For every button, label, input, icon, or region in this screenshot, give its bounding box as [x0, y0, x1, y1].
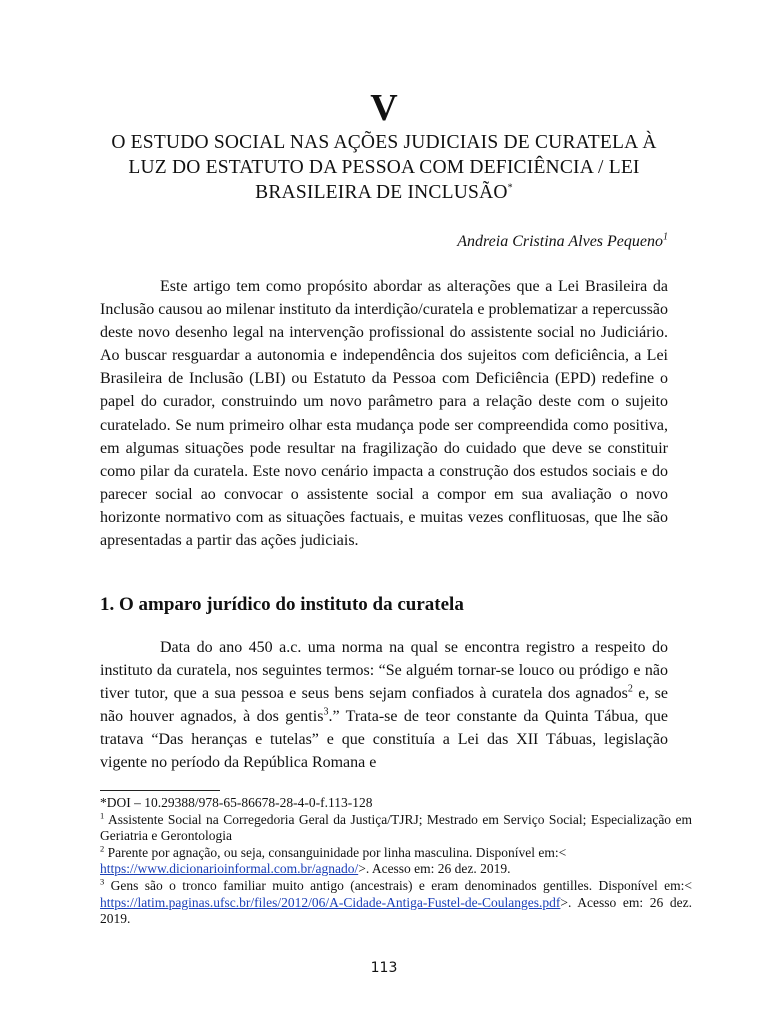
section-paragraph-part3: .” Trata-se de teor constante da Quinta Tábua, que tratava “Das heranças e tutelas” e que constituía a Lei das XII Tábuas, legislação vigente no período da República Romana e — [100, 708, 668, 772]
author-footnote-marker[interactable]: 1 — [663, 231, 668, 243]
section-paragraph — [100, 636, 668, 775]
footnote-divider — [100, 790, 220, 791]
footnotes — [100, 795, 692, 928]
footnote-ref-2[interactable]: 2 — [627, 683, 633, 695]
footnote-1-text: Assistente Social na Corregedoria Geral da Justiça/TJRJ; Mestrado em Serviço Social; Especialização em Geriatria e Gerontologia — [100, 811, 692, 844]
footnote-2-text: Parente por agnação, ou seja, consanguinidade por linha masculina. Disponível em:< — [104, 844, 567, 860]
footnote-3-marker: 3 — [100, 876, 105, 887]
footnote-3-text: Gens são o tronco familiar muito antigo (ancestrais) e eram denominados gentilles. Disponível em:< — [104, 877, 692, 893]
author-line — [457, 231, 668, 253]
footnote-1 — [100, 812, 692, 845]
footnote-2-marker: 2 — [100, 843, 105, 854]
footnote-2-link[interactable]: https://www.dicionarioinformal.com.br/agnado/ — [100, 861, 359, 877]
section-paragraph-part2: e, se não houver agnados, à dos gentis — [100, 685, 668, 726]
chapter-title-text: O ESTUDO SOCIAL NAS AÇÕES JUDICIAIS DE CURATELA À LUZ DO ESTATUTO DA PESSOA COM DEFICIÊNCIA / LEI BRASILEIRA DE INCLUSÃO — [111, 132, 657, 203]
author-name: Andreia Cristina Alves Pequeno — [457, 233, 663, 250]
footnote-3 — [100, 878, 692, 928]
abstract-paragraph: Este artigo tem como propósito abordar as alterações que a Lei Brasileira da Inclusão causou ao milenar instituto da interdição/curatela e problematizar a repercussão deste novo desenho legal na intervenção profissional do assistente social no Judiciário. Ao buscar resguardar a autonomia e independência dos sujeitos com deficiência, a Lei Brasileira de Inclusão (LBI) ou Estatuto da Pessoa com Deficiência (EPD) redefine o papel do curador, construindo um novo parâmetro para a relação deste com o sujeito curatelado. Se num primeiro olhar esta mudança pode ser compreendida como positiva, em algumas situações pode resultar na fragilização do cuidado que deve se constituir como pilar da curatela. Este novo cenário impacta a construção dos estudos sociais e do parecer social ao convocar o assistente social a compor em sua avaliação o novo horizonte normativo com as situações factuais, e muitas vezes conflituosas, que lhe são apresentadas a partir das ações judiciais. — [100, 278, 668, 550]
footnote-ref-3[interactable]: 3 — [323, 706, 329, 718]
footnote-3-access: >. Acesso em: 26 dez. 2019. — [100, 894, 692, 927]
chapter-number: V — [370, 87, 398, 129]
footnote-2-access: >. Acesso em: 26 dez. 2019. — [358, 861, 511, 877]
page-number: 113 — [370, 960, 398, 976]
footnote-1-marker: 1 — [100, 810, 105, 821]
section-heading: 1. O amparo jurídico do instituto da curatela — [100, 594, 464, 615]
footnote-2 — [100, 845, 692, 878]
footnote-3-link[interactable]: https://latim.paginas.ufsc.br/files/2012/06/A-Cidade-Antiga-Fustel-de-Coulanges.pdf — [100, 894, 561, 910]
chapter-title — [100, 130, 668, 205]
footnote-doi: *DOI – 10.29388/978-65-86678-28-4-0-f.113-128 — [100, 795, 373, 810]
title-footnote-marker[interactable]: * — [507, 182, 513, 194]
section-paragraph-part1: Data do ano 450 a.c. uma norma na qual se encontra registro a respeito do instituto da curatela, nos seguintes termos: “Se alguém tornar-se louco ou pródigo e não tiver tutor, que a sua pessoa e seus bens sejam confiados à curatela dos agnados — [100, 639, 668, 703]
